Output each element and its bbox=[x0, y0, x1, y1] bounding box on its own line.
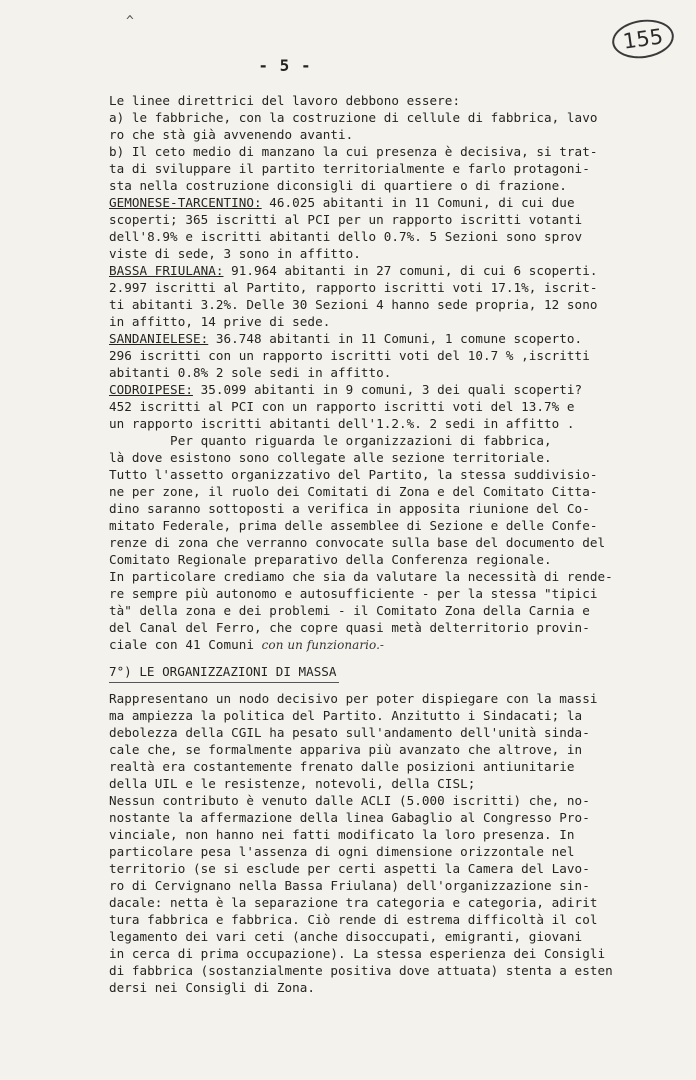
text-line: dell'8.9% e iscritti abitanti dello 0.7%. 5 Sezioni sono sprov bbox=[109, 229, 583, 244]
text-line: di fabbrica (sostanzialmente positiva dove attuata) stenta a esten bbox=[109, 963, 613, 978]
text-line: ta di sviluppare il partito territorialmente e farlo protagoni- bbox=[109, 161, 590, 176]
text-line: In particolare crediamo che sia da valutare la necessità di rende- bbox=[109, 569, 613, 584]
zone-label: SANDANIELESE: bbox=[109, 331, 209, 346]
handwritten-note: con un funzionario.- bbox=[261, 638, 385, 652]
text-line: Nessun contributo è venuto dalle ACLI (5.000 iscritti) che, no- bbox=[109, 793, 590, 808]
text-line: della UIL e le resistenze, notevoli, della CISL; bbox=[109, 776, 476, 791]
text-line: in affitto, 14 prive di sede. bbox=[109, 314, 331, 329]
text-line: nostante la affermazione della linea Gabaglio al Congresso Pro- bbox=[109, 810, 590, 825]
zone-gemonese bbox=[109, 194, 669, 262]
text-line: Per quanto riguarda le organizzazioni di fabbrica, bbox=[109, 433, 552, 448]
text-line: re sempre più autonomo e autosufficiente - per la stessa "tipici bbox=[109, 586, 598, 601]
zone-first-line bbox=[109, 381, 669, 398]
paragraph-mass-organizations bbox=[109, 690, 669, 996]
text-line: dacale: netta è la separazione tra categoria e categoria, adirit bbox=[109, 895, 598, 910]
text-line: b) Il ceto medio di manzano la cui presenza è decisiva, si trat- bbox=[109, 144, 598, 159]
text-line: 46.025 abitanti in 11 Comuni, di cui due bbox=[261, 195, 575, 210]
text-line: ro di Cervignano nella Bassa Friulana) dell'organizzazione sin- bbox=[109, 878, 590, 893]
text-line: dersi nei Consigli di Zona. bbox=[109, 980, 316, 995]
text-line: 91.964 abitanti in 27 comuni, di cui 6 scoperti. bbox=[223, 263, 598, 278]
zone-bassa-friulana bbox=[109, 262, 669, 330]
zone-first-line bbox=[109, 330, 669, 347]
zone-first-line bbox=[109, 194, 669, 211]
text-line: un rapporto iscritti abitanti dell'1.2.%. 2 sedi in affitto . bbox=[109, 416, 575, 431]
zone-sandanielese bbox=[109, 330, 669, 381]
text-line: Le linee direttrici del lavoro debbono essere: bbox=[109, 93, 461, 108]
text-line: ne per zone, il ruolo dei Comitati di Zona e del Comitato Citta- bbox=[109, 484, 598, 499]
text-line: in cerca di prima occupazione). La stessa esperienza dei Consigli bbox=[109, 946, 606, 961]
text-line: sta nella costruzione diconsigli di quartiere o di frazione. bbox=[109, 178, 567, 193]
text-line: abitanti 0.8% 2 sole sedi in affitto. bbox=[109, 365, 392, 380]
text-line: dino saranno sottoposti a verifica in apposita riunione del Co- bbox=[109, 501, 590, 516]
zone-codroipese bbox=[109, 381, 669, 432]
text-line: Tutto l'assetto organizzativo del Partito, la stessa suddivisio- bbox=[109, 467, 598, 482]
text-line: 2.997 iscritti al Partito, rapporto iscritti voti 17.1%, iscrit- bbox=[109, 280, 598, 295]
paragraph-directives bbox=[109, 92, 669, 194]
spacer bbox=[109, 653, 669, 663]
text-line: tà" della zona e dei problemi - il Comitato Zona della Carnia e bbox=[109, 603, 590, 618]
text-line: ma ampiezza la politica del Partito. Anzitutto i Sindacati; la bbox=[109, 708, 583, 723]
text-line: vinciale, non hanno nei fatti modificato la loro presenza. In bbox=[109, 827, 575, 842]
margin-mark: ^ bbox=[126, 14, 134, 29]
zone-label: GEMONESE-TARCENTINO: bbox=[109, 195, 262, 210]
text-line: ro che stà già avvenendo avanti. bbox=[109, 127, 354, 142]
text-line: realtà era costantemente frenato dalle posizioni antiunitarie bbox=[109, 759, 575, 774]
text-line: debolezza della CGIL ha pesato sull'andamento dell'unità sinda- bbox=[109, 725, 590, 740]
text-line: legamento dei vari ceti (anche disoccupati, emigranti, giovani bbox=[109, 929, 583, 944]
text-line: Rappresentano un nodo decisivo per poter dispiegare con la massi bbox=[109, 691, 598, 706]
text-line: scoperti; 365 iscritti al PCI per un rapporto iscritti votanti bbox=[109, 212, 583, 227]
text-line: a) le fabbriche, con la costruzione di cellule di fabbrica, lavo bbox=[109, 110, 598, 125]
text-line: del Canal del Ferro, che copre quasi metà delterritorio provin- bbox=[109, 620, 590, 635]
text-line: 36.748 abitanti in 11 Comuni, 1 comune scoperto. bbox=[208, 331, 583, 346]
text-line-with-note bbox=[109, 636, 669, 653]
zone-label: CODROIPESE: bbox=[109, 382, 193, 397]
section-title: 7°) LE ORGANIZZAZIONI DI MASSA bbox=[109, 664, 337, 679]
page-stamp: 155 bbox=[610, 16, 677, 62]
text-line: 452 iscritti al PCI con un rapporto iscritti voti del 13.7% e bbox=[109, 399, 575, 414]
text-line: 35.099 abitanti in 9 comuni, 3 dei quali scoperti? bbox=[192, 382, 583, 397]
text-line: là dove esistono sono collegate alle sezione territoriale. bbox=[109, 450, 552, 465]
paragraph-organization bbox=[109, 432, 669, 653]
text-line: ciale con 41 Comuni bbox=[109, 637, 255, 652]
text-line: Comitato Regionale preparativo della Conferenza regionale. bbox=[109, 552, 552, 567]
text-line: particolare pesa l'assenza di ogni dimensione orizzontale nel bbox=[109, 844, 575, 859]
text-line: viste di sede, 3 sono in affitto. bbox=[109, 246, 361, 261]
zone-label: BASSA FRIULANA: bbox=[109, 263, 224, 278]
document-body bbox=[109, 92, 669, 996]
text-line: mitato Federale, prima delle assemblee di Sezione e delle Confe- bbox=[109, 518, 598, 533]
zone-first-line bbox=[109, 262, 669, 279]
text-line: 296 iscritti con un rapporto iscritti voti del 10.7 % ,iscritti bbox=[109, 348, 590, 363]
text-line: renze di zona che verranno convocate sulla base del documento del bbox=[109, 535, 606, 550]
text-line: cale che, se formalmente appariva più avanzato che altrove, in bbox=[109, 742, 583, 757]
text-line: tura fabbrica e fabbrica. Ciò rende di estrema difficoltà il col bbox=[109, 912, 598, 927]
spacer bbox=[109, 683, 669, 690]
page-number: - 5 - bbox=[258, 56, 312, 75]
text-line: ti abitanti 3.2%. Delle 30 Sezioni 4 hanno sede propria, 12 sono bbox=[109, 297, 598, 312]
text-line: territorio (se si esclude per certi aspetti la Camera del Lavo- bbox=[109, 861, 590, 876]
